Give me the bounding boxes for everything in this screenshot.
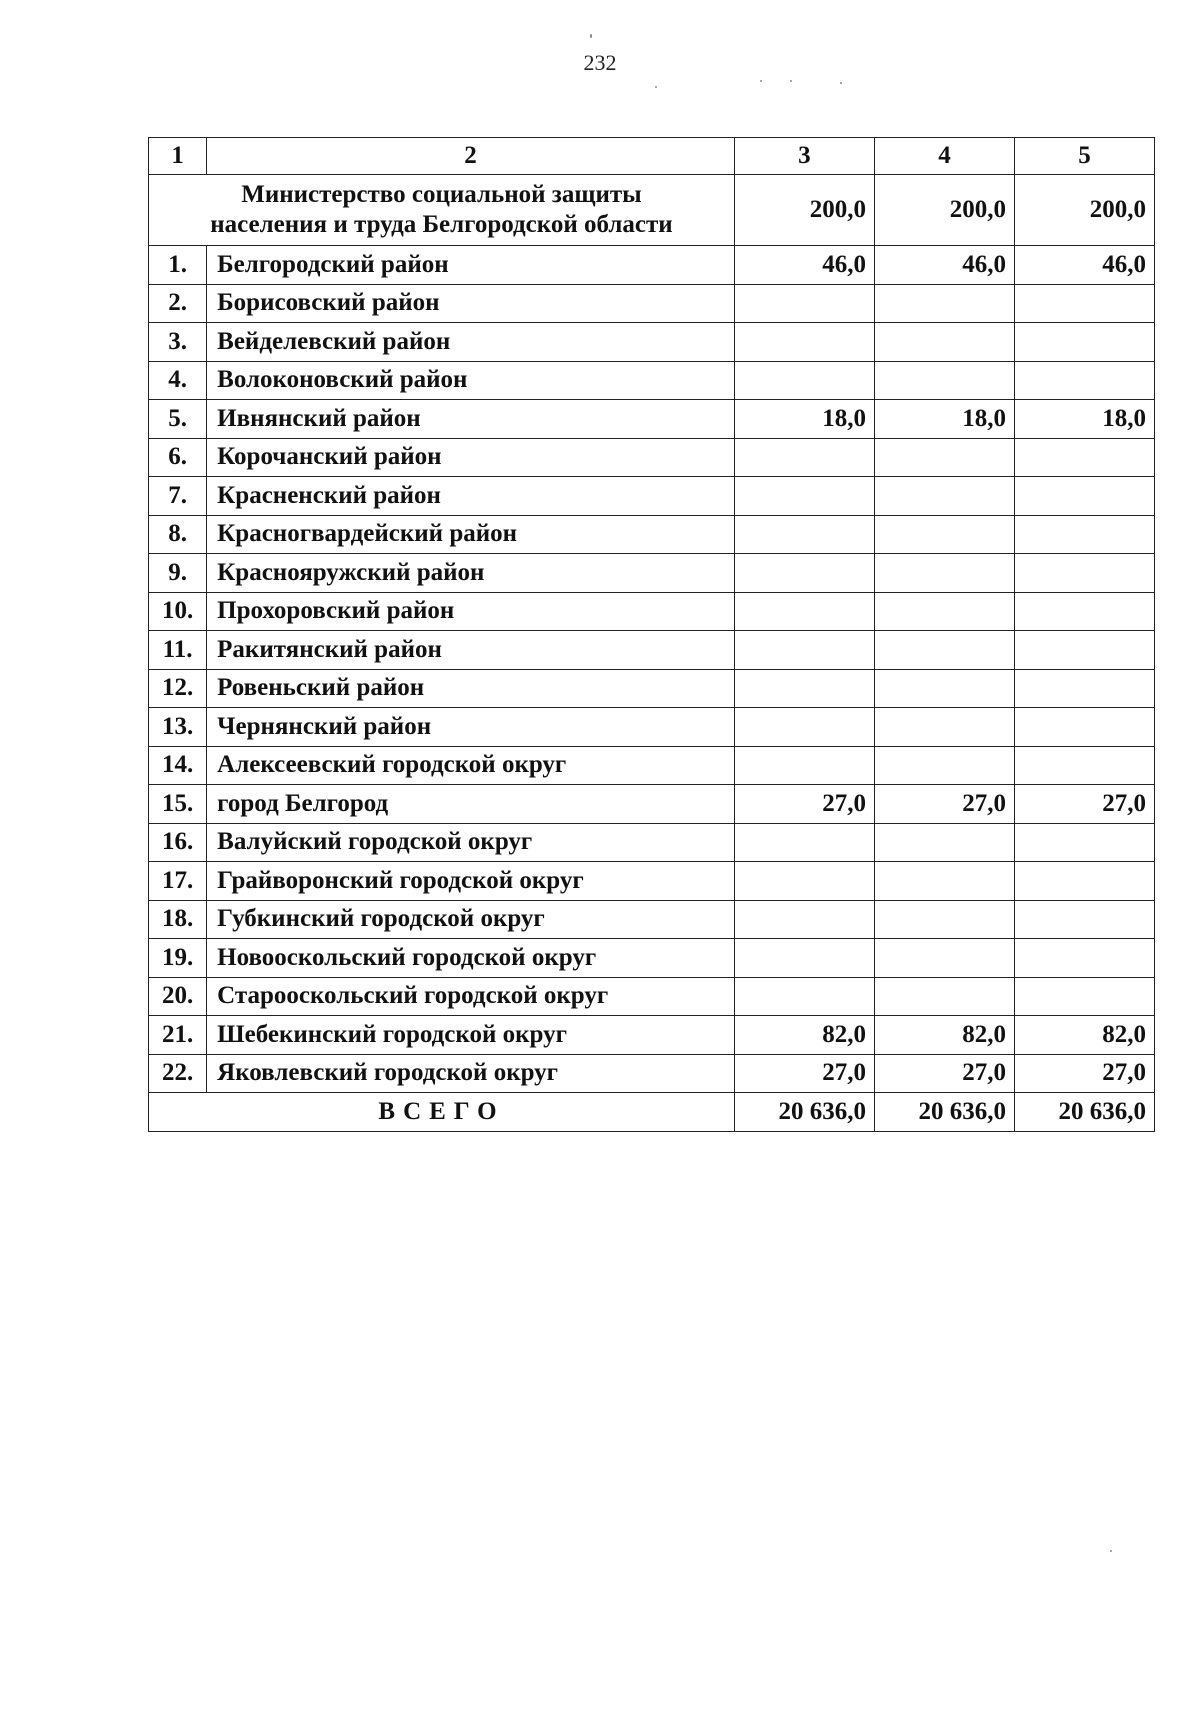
- row-value-3: [734, 477, 874, 516]
- row-number: 1.: [149, 246, 207, 285]
- row-value-5: [1014, 284, 1154, 323]
- row-value-5: [1014, 438, 1154, 477]
- row-value-3: [734, 631, 874, 670]
- row-value-4: [874, 438, 1014, 477]
- row-value-3: 27,0: [734, 1054, 874, 1093]
- row-number: 22.: [149, 1054, 207, 1093]
- row-number: 5.: [149, 400, 207, 439]
- row-value-4: [874, 631, 1014, 670]
- table-row: [149, 477, 1155, 516]
- row-value-3: [734, 592, 874, 631]
- total-value-4: 20 636,0: [874, 1093, 1014, 1132]
- row-value-5: [1014, 361, 1154, 400]
- row-number: 18.: [149, 900, 207, 939]
- district-name: Старооскольский городской округ: [207, 977, 735, 1016]
- scan-speck: [655, 86, 657, 88]
- row-number: 6.: [149, 438, 207, 477]
- row-value-3: [734, 746, 874, 785]
- row-number: 12.: [149, 669, 207, 708]
- district-name: Прохоровский район: [207, 592, 735, 631]
- row-value-4: [874, 708, 1014, 747]
- scan-speck: [760, 80, 762, 82]
- row-value-3: 46,0: [734, 246, 874, 285]
- scan-speck: [1110, 1550, 1112, 1552]
- row-value-5: [1014, 708, 1154, 747]
- total-row: [149, 1093, 1155, 1132]
- district-name: Корочанский район: [207, 438, 735, 477]
- row-number: 20.: [149, 977, 207, 1016]
- row-value-4: [874, 515, 1014, 554]
- row-value-5: 82,0: [1014, 1016, 1154, 1055]
- district-name: Чернянский район: [207, 708, 735, 747]
- row-value-5: [1014, 323, 1154, 362]
- table-row: [149, 400, 1155, 439]
- district-name: Борисовский район: [207, 284, 735, 323]
- row-value-3: 82,0: [734, 1016, 874, 1055]
- row-value-4: 18,0: [874, 400, 1014, 439]
- header-col-2: 2: [207, 138, 735, 175]
- row-value-4: [874, 746, 1014, 785]
- row-value-4: 82,0: [874, 1016, 1014, 1055]
- row-value-4: 27,0: [874, 1054, 1014, 1093]
- ministry-value-5: 200,0: [1014, 175, 1154, 246]
- total-label: ВСЕГО: [149, 1093, 735, 1132]
- district-name: Ракитянский район: [207, 631, 735, 670]
- row-value-4: [874, 977, 1014, 1016]
- row-number: 4.: [149, 361, 207, 400]
- ministry-row: [149, 175, 1155, 246]
- table-row: [149, 746, 1155, 785]
- row-value-4: [874, 862, 1014, 901]
- district-name: Губкинский городской округ: [207, 900, 735, 939]
- row-value-5: [1014, 554, 1154, 593]
- row-value-3: [734, 323, 874, 362]
- table-row: [149, 361, 1155, 400]
- row-value-5: [1014, 939, 1154, 978]
- district-name: Грайворонский городской округ: [207, 862, 735, 901]
- row-value-5: 27,0: [1014, 1054, 1154, 1093]
- row-value-3: [734, 823, 874, 862]
- district-name: Шебекинский городской округ: [207, 1016, 735, 1055]
- table-row: [149, 515, 1155, 554]
- ministry-name: [149, 175, 735, 246]
- district-name: Белгородский район: [207, 246, 735, 285]
- table-row: [149, 669, 1155, 708]
- table-row: [149, 246, 1155, 285]
- row-value-5: [1014, 592, 1154, 631]
- ministry-name-line-1: Министерство социальной защиты: [241, 181, 642, 208]
- table-row: [149, 977, 1155, 1016]
- row-value-3: [734, 977, 874, 1016]
- row-number: 8.: [149, 515, 207, 554]
- table-row: [149, 438, 1155, 477]
- row-value-5: 18,0: [1014, 400, 1154, 439]
- row-number: 2.: [149, 284, 207, 323]
- row-value-3: 18,0: [734, 400, 874, 439]
- scan-speck: [840, 82, 842, 84]
- table-row: [149, 631, 1155, 670]
- district-name: город Белгород: [207, 785, 735, 824]
- district-name: Волоконовский район: [207, 361, 735, 400]
- table-row: [149, 939, 1155, 978]
- row-value-4: [874, 477, 1014, 516]
- row-value-3: [734, 438, 874, 477]
- row-value-5: [1014, 631, 1154, 670]
- row-value-3: [734, 862, 874, 901]
- row-number: 15.: [149, 785, 207, 824]
- row-value-5: [1014, 862, 1154, 901]
- row-value-4: [874, 284, 1014, 323]
- row-value-5: [1014, 977, 1154, 1016]
- district-name: Ивнянский район: [207, 400, 735, 439]
- row-number: 3.: [149, 323, 207, 362]
- page-number: 232: [583, 50, 617, 75]
- row-value-4: [874, 323, 1014, 362]
- row-value-5: [1014, 900, 1154, 939]
- table-row: [149, 284, 1155, 323]
- district-name: Красненский район: [207, 477, 735, 516]
- table-row: [149, 823, 1155, 862]
- district-name: Вейделевский район: [207, 323, 735, 362]
- row-value-4: [874, 939, 1014, 978]
- row-value-4: [874, 361, 1014, 400]
- total-value-3: 20 636,0: [734, 1093, 874, 1132]
- table-row: [149, 708, 1155, 747]
- row-number: 11.: [149, 631, 207, 670]
- row-value-5: [1014, 746, 1154, 785]
- district-name: Ровеньский район: [207, 669, 735, 708]
- row-number: 17.: [149, 862, 207, 901]
- row-number: 13.: [149, 708, 207, 747]
- row-value-4: [874, 592, 1014, 631]
- row-value-3: [734, 708, 874, 747]
- row-value-5: 27,0: [1014, 785, 1154, 824]
- ministry-value-3: 200,0: [734, 175, 874, 246]
- table-row: [149, 592, 1155, 631]
- scan-speck: [790, 80, 792, 82]
- district-name: Яковлевский городской округ: [207, 1054, 735, 1093]
- row-value-4: [874, 554, 1014, 593]
- row-number: 10.: [149, 592, 207, 631]
- row-value-4: 46,0: [874, 246, 1014, 285]
- district-name: Краснояружский район: [207, 554, 735, 593]
- row-value-5: [1014, 669, 1154, 708]
- row-value-5: [1014, 515, 1154, 554]
- header-row: [149, 138, 1155, 175]
- header-col-5: 5: [1014, 138, 1154, 175]
- table-row: [149, 900, 1155, 939]
- row-number: 19.: [149, 939, 207, 978]
- row-value-3: 27,0: [734, 785, 874, 824]
- header-col-4: 4: [874, 138, 1014, 175]
- total-value-5: 20 636,0: [1014, 1093, 1154, 1132]
- row-value-3: [734, 554, 874, 593]
- row-value-4: [874, 823, 1014, 862]
- scan-speck: [590, 34, 592, 38]
- row-value-3: [734, 284, 874, 323]
- row-value-3: [734, 939, 874, 978]
- table-row: [149, 1016, 1155, 1055]
- district-name: Алексеевский городской округ: [207, 746, 735, 785]
- row-number: 21.: [149, 1016, 207, 1055]
- row-value-5: [1014, 823, 1154, 862]
- row-value-4: 27,0: [874, 785, 1014, 824]
- row-value-3: [734, 361, 874, 400]
- district-name: Новооскольский городской округ: [207, 939, 735, 978]
- table-row: [149, 323, 1155, 362]
- header-col-3: 3: [734, 138, 874, 175]
- table-row: [149, 862, 1155, 901]
- row-value-5: [1014, 477, 1154, 516]
- row-value-3: [734, 515, 874, 554]
- row-number: 7.: [149, 477, 207, 516]
- row-number: 9.: [149, 554, 207, 593]
- row-value-3: [734, 900, 874, 939]
- table-row: [149, 1054, 1155, 1093]
- row-value-5: 46,0: [1014, 246, 1154, 285]
- row-value-4: [874, 669, 1014, 708]
- row-number: 14.: [149, 746, 207, 785]
- ministry-value-4: 200,0: [874, 175, 1014, 246]
- row-value-3: [734, 669, 874, 708]
- row-value-4: [874, 900, 1014, 939]
- header-col-1: 1: [149, 138, 207, 175]
- allocation-table: [148, 137, 1155, 1132]
- table-row: [149, 554, 1155, 593]
- ministry-name-line-2: населения и труда Белгородской области: [210, 211, 673, 238]
- table-row: [149, 785, 1155, 824]
- row-number: 16.: [149, 823, 207, 862]
- district-name: Красногвардейский район: [207, 515, 735, 554]
- district-name: Валуйский городской округ: [207, 823, 735, 862]
